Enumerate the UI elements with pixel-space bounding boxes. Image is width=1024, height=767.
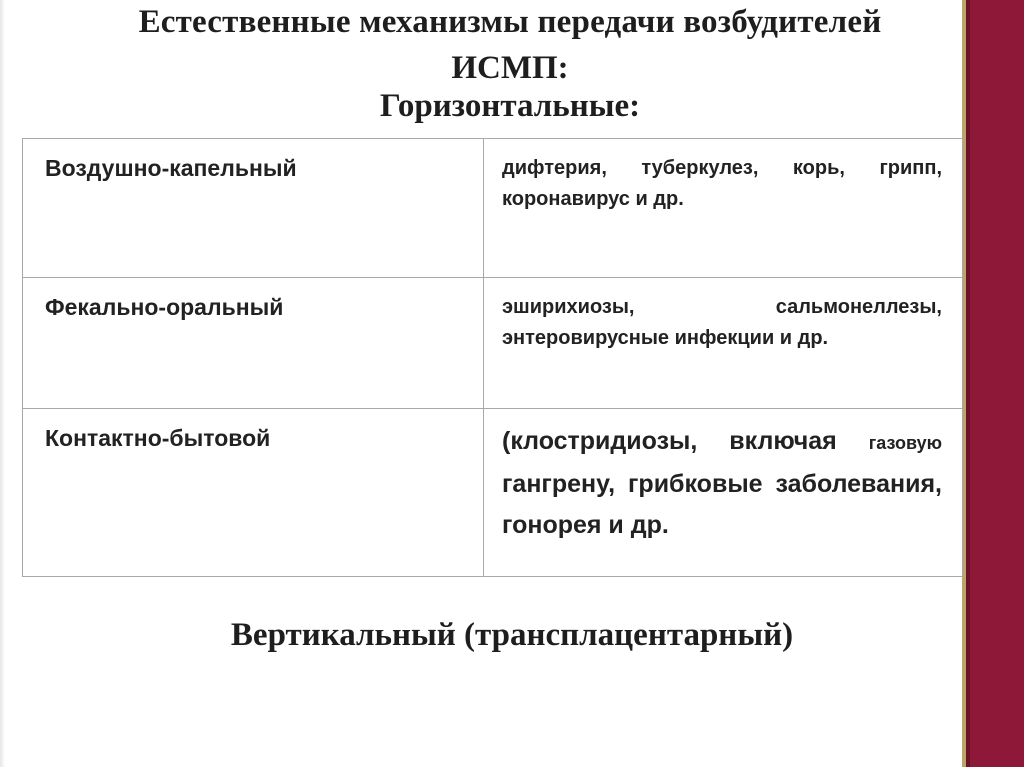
slide-subtitle: Горизонтальные: <box>379 88 641 124</box>
examples-text <box>502 421 942 546</box>
mechanism-cell: Контактно-бытовой <box>23 409 484 577</box>
examples-text-part2: гангрену, грибковые заболевания, гонорея и др. <box>502 470 942 539</box>
examples-text-part1: (клостридиозы, включая <box>502 427 837 455</box>
vertical-mechanism-label: Вертикальный (трансплацентарный) <box>230 617 794 653</box>
examples-text: дифтерия, туберкулез, корь, грипп, коронавирус и др. <box>502 157 942 210</box>
mechanism-cell: Фекально-оральный <box>23 278 484 409</box>
table-row <box>23 139 963 278</box>
mechanism-cell: Воздушно-капельный <box>23 139 484 278</box>
slide-title-line2: ИСМП: <box>451 50 569 86</box>
examples-text-small: газовую <box>868 433 942 453</box>
table-row <box>23 409 963 577</box>
transmission-table <box>22 138 963 577</box>
examples-cell <box>484 139 963 278</box>
slide-title-line1: Естественные механизмы передачи возбудителей <box>138 4 882 40</box>
examples-cell <box>484 278 963 409</box>
examples-text: эширихиозы, сальмонеллезы, энтеровирусные инфекции и др. <box>502 296 942 349</box>
table-row <box>23 278 963 409</box>
examples-cell <box>484 409 963 577</box>
